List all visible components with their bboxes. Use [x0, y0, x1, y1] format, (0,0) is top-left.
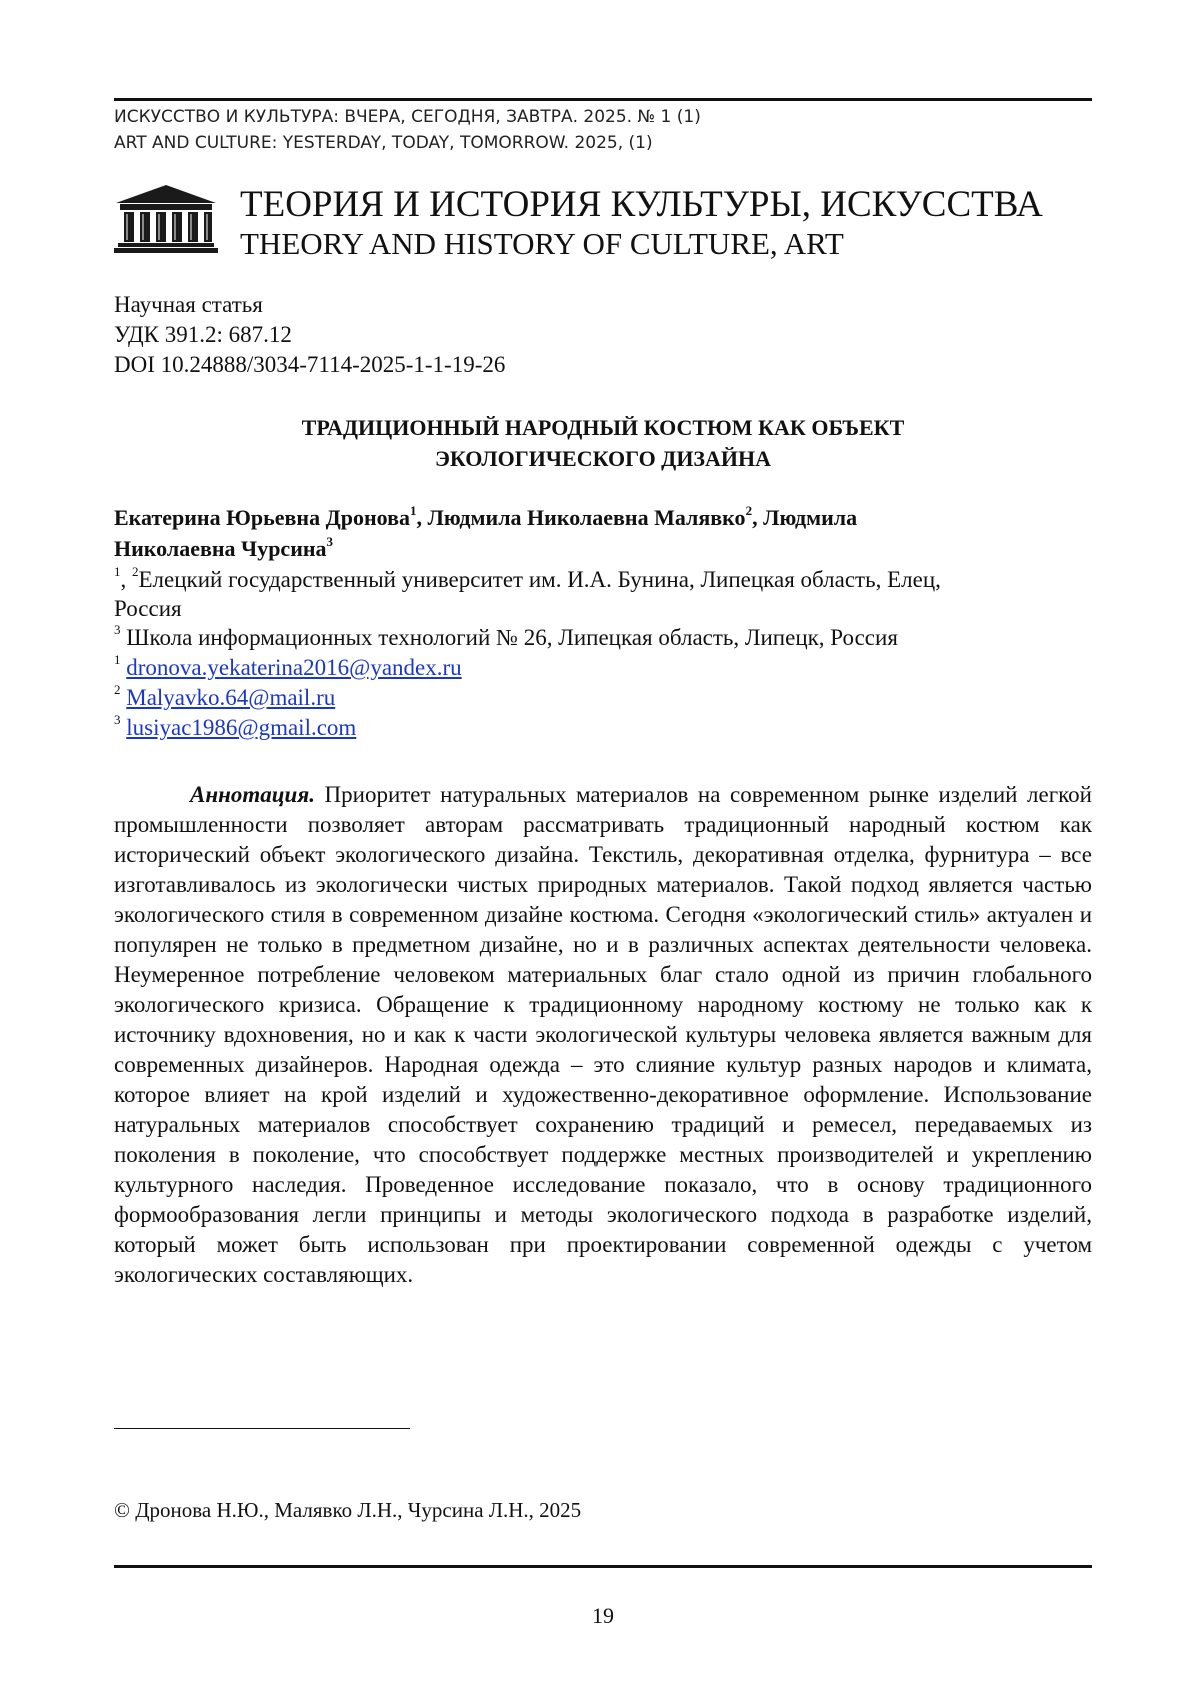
- affiliation-3: [114, 622, 898, 651]
- authors-line-1: [114, 502, 858, 531]
- email-1-link[interactable]: dronova.yekaterina2016@yandex.ru: [126, 655, 462, 680]
- email-2-row: [114, 682, 336, 711]
- abstract: [114, 780, 1092, 1290]
- footnote-rule: [114, 1428, 410, 1429]
- author-separator: ,: [416, 505, 428, 530]
- author-1: Екатерина Юрьевна Дронова: [114, 505, 410, 530]
- doi: DOI 10.24888/3034-7114-2025-1-1-19-26: [114, 352, 506, 377]
- email-sup-1: 1: [114, 652, 121, 668]
- article-title-line-2: ЭКОЛОГИЧЕСКОГО ДИЗАЙНА: [434, 446, 772, 471]
- email-3-link[interactable]: lusiyac1986@gmail.com: [126, 715, 357, 740]
- email-1-row: [114, 652, 462, 681]
- email-sup-3: 3: [114, 712, 121, 728]
- affiliation-1-2-text: Елецкий государственный университет им. И.А. Бунина, Липецкая область, Елец,: [138, 567, 941, 592]
- affiliation-sup-3: 3: [114, 622, 121, 638]
- museum-columns-icon: [114, 183, 218, 253]
- footer-rule: [114, 1565, 1092, 1568]
- affiliation-sup-1: 1: [114, 564, 121, 580]
- affiliation-sep: ,: [120, 567, 132, 592]
- affiliation-3-text: Школа информационных технологий № 26, Липецкая область, Липецк, Россия: [120, 625, 898, 650]
- section-title-en: THEORY AND HISTORY OF CULTURE, ART: [240, 226, 844, 261]
- affiliation-sup-2: 2: [132, 564, 139, 580]
- section-title-ru: ТЕОРИЯ И ИСТОРИЯ КУЛЬТУРЫ, ИСКУССТВА: [240, 184, 1043, 225]
- article-type: Научная статья: [114, 292, 263, 317]
- author-2: Людмила Николаевна Малявко: [427, 505, 746, 530]
- affiliation-1-2-line-2: Россия: [114, 596, 182, 621]
- affiliation-1-2-line-1: [114, 564, 941, 593]
- email-3-row: [114, 712, 357, 741]
- email-sup-2: 2: [114, 682, 121, 698]
- author-1-sup: 1: [409, 502, 417, 518]
- header-rule: [114, 98, 1092, 101]
- author-separator: ,: [752, 505, 764, 530]
- author-3-sup: 3: [326, 533, 334, 549]
- abstract-label: Аннотация.: [190, 782, 315, 807]
- authors-line-2: [114, 533, 334, 562]
- udk-code: УДК 391.2: 687.12: [114, 322, 292, 347]
- author-3-first: Людмила: [763, 505, 858, 530]
- author-3-rest: Николаевна Чурсина: [114, 536, 327, 561]
- journal-name-en: ART AND CULTURE: YESTERDAY, TODAY, TOMORROW. 2025, (1): [114, 133, 653, 153]
- email-2-link[interactable]: Malyavko.64@mail.ru: [126, 685, 336, 710]
- copyright: © Дронова Н.Ю., Малявко Л.Н., Чурсина Л.Н., 2025: [114, 1498, 582, 1522]
- article-title-line-1: ТРАДИЦИОННЫЙ НАРОДНЫЙ КОСТЮМ КАК ОБЪЕКТ: [301, 415, 905, 440]
- author-2-sup: 2: [745, 502, 753, 518]
- journal-name-ru: ИСКУССТВО И КУЛЬТУРА: ВЧЕРА, СЕГОДНЯ, ЗАВТРА. 2025. № 1 (1): [114, 107, 701, 127]
- abstract-text: Приоритет натуральных материалов на современном рынке изделий легкой промышленности позволяет авторам рассматривать традиционный народный костюм как исторический объект экологического дизайна. Текстиль, декоративная отделка, фурнитура – все изготавливалось из экологически чистых природных материалов. Такой подход является частью экологического стиля в современном дизайне костюма. Сегодня «экологический стиль» актуален и популярен не только в предметном дизайне, но и в различных аспектах деятельности человека. Неумеренное потребление человеком материальных благ стало одной из причин глобального экологического кризиса. Обращение к традиционному народному костюму не только как к источнику вдохновения, но и как к части экологической культуры человека является важным для современных дизайнеров. Народная одежда – это слияние культур разных народов и климата, которое влияет на крой изделий и художественно-декоративное оформление. Использование натуральных материалов способствует сохранению традиций и ремесел, передаваемых из поколения в поколение, что способствует поддержке местных производителей и укреплению культурного наследия. Проведенное исследование показало, что в основу традиционного формообразования легли принципы и методы экологического подхода в разработке изделий, который может быть использован при проектировании современной одежды с учетом экологических составляющих.: [114, 782, 1092, 1287]
- page-number: 19: [592, 1603, 614, 1628]
